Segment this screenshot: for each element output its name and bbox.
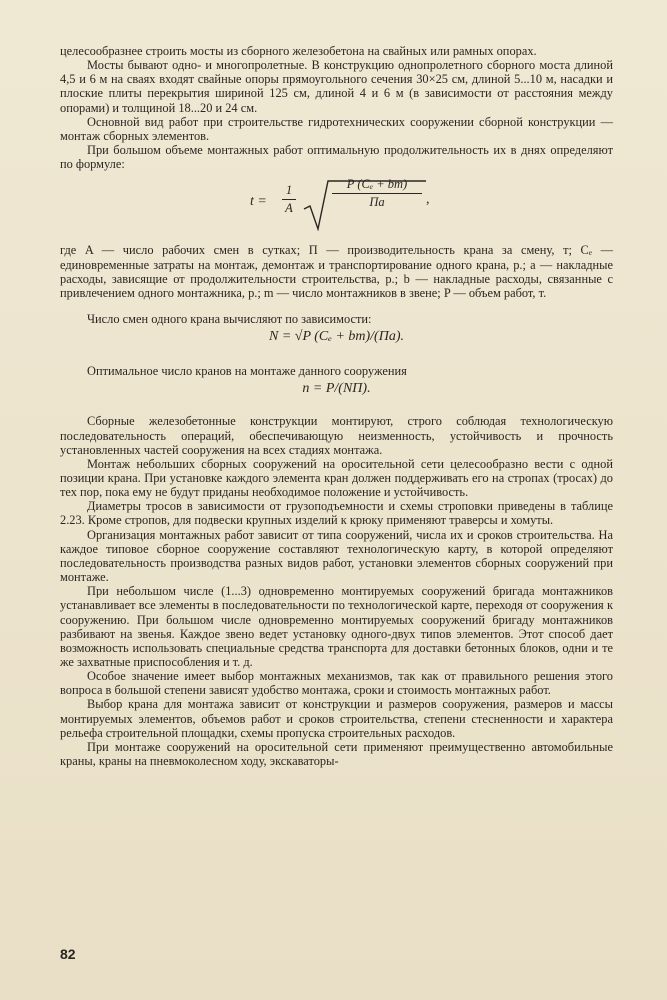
fraction-denominator: Пa xyxy=(369,194,385,209)
fraction-numerator: P (Cₑ + bm) xyxy=(332,177,422,193)
paragraph: Монтаж небольших сборных сооружений на оросительной сети целесообразно вести с одной позиции крана. При установке каждого элемента кран должен поддерживать его на стропах (тросах) до тех пор, пока ему не будут приданы необходимое положение и устойчивость. xyxy=(60,456,613,500)
paragraph: Организация монтажных работ зависит от типа сооружений, числа их и сроков строительства. На каждое типовое сборное сооружение составляют технологическую карту, в которой определяют последовательность производства разных видов работ, установки элементов сборных сооружений при монтаже. xyxy=(60,527,613,585)
fraction-numerator: 1 xyxy=(282,183,296,199)
paragraph: При большом объеме монтажных работ оптимальную продолжительность их в днях определяют по формуле: xyxy=(60,143,613,172)
formula-trailing-comma: , xyxy=(426,192,430,208)
paragraph: Особое значение имеет выбор монтажных механизмов, так как от правильного решения этого вопроса в большой степени зависят удобство монтажа, сроки и стоимость монтажных работ. xyxy=(60,669,613,698)
formula-cranes xyxy=(60,382,613,406)
formula-text: N = √P (Cₑ + bm)/(Пa). xyxy=(269,329,404,345)
fraction-radicand xyxy=(332,177,422,208)
paragraph: При небольшом числе (1...3) одновременно монтируемых сооружений бригада монтажников устанавливает все элементы в последовательности по технологической карте, переходя от сооружения к сооружению. При большом числе одновременно монтируемых сооружений бригаду монтажников разбивают на звенья. Каждое звено ведет установку одного-двух типов элементов. Этот способ дает возможность использовать специальные средства транспорта для доставки бетонных блоков, одни и те же захватные приспособления и т. д. xyxy=(60,584,613,669)
paragraph: Основной вид работ при строительстве гидротехнических сооружении сборной конструкции — монтаж сборных элементов. xyxy=(60,114,613,143)
paragraph: Число смен одного крана вычисляют по зависимости: xyxy=(87,312,372,327)
formula-text: n = P/(NП). xyxy=(302,381,371,397)
paragraph: Диаметры тросов в зависимости от грузоподъемности и схемы строповки приведены в таблице 2.23. Кроме стропов, для подвески крупных изделий к крюку применяют траверсы и хомуты. xyxy=(60,499,613,528)
paragraph-legend: где A — число рабочих смен в сутках; П — производительность крана за смену, т; Cₑ — единовременные затраты на монтаж, демонтаж и транспортирование одного крана, р.; a — накладные расходы, зависящие от продолжительности строительства, р.; b — накладные расходы, связанные с привлечением одного монтажника, р.; m — число монтажников в звене; P — объем работ, т. xyxy=(60,243,613,300)
paragraph: Мосты бывают одно- и многопролетные. В конструкцию однопролетного сборного моста длиной 4,5 и 6 м на сваях входят свайные опоры прямоугольного сечения 30×25 см, длиной 5...10 м, насадки и плоские плиты перекрытия шириной 125 см, длиной 4 и 6 м (в зависимости от расстояния между опорами) и толщиной 18...20 и 24 см. xyxy=(60,58,613,115)
page-text xyxy=(60,44,613,768)
paragraph: Сборные железобетонные конструкции монтируют, строго соблюдая технологическую последовательность операций, обеспечивающую неизменность, устойчивость и прочность установленных частей сооружения на всех стадиях монтажа. xyxy=(60,414,613,457)
formula-duration xyxy=(60,175,613,235)
fraction-one-over-a xyxy=(282,183,296,214)
formula-shifts xyxy=(60,330,613,356)
paragraph: При монтаже сооружений на оросительной сети применяют преимущественно автомобильные краны, краны на пневмоколесном ходу, экскаваторы- xyxy=(60,739,613,769)
fraction-denominator: A xyxy=(285,200,293,215)
page-number: 82 xyxy=(60,946,76,962)
paragraph: Оптимальное число кранов на монтаже данного сооружения xyxy=(87,364,407,379)
formula-lhs: t = xyxy=(250,194,267,210)
paragraph: целесообразнее строить мосты из сборного железобетона на свайных или рамных опорах. xyxy=(60,44,537,58)
paragraph: Выбор крана для монтажа зависит от конструкции и размеров сооружения, размеров и массы монтируемых элементов, объемов работ и сроков строительства, степени стесненности и характера рельефа строительной площадки, схемы пропуска строительных расходов. xyxy=(60,697,613,740)
